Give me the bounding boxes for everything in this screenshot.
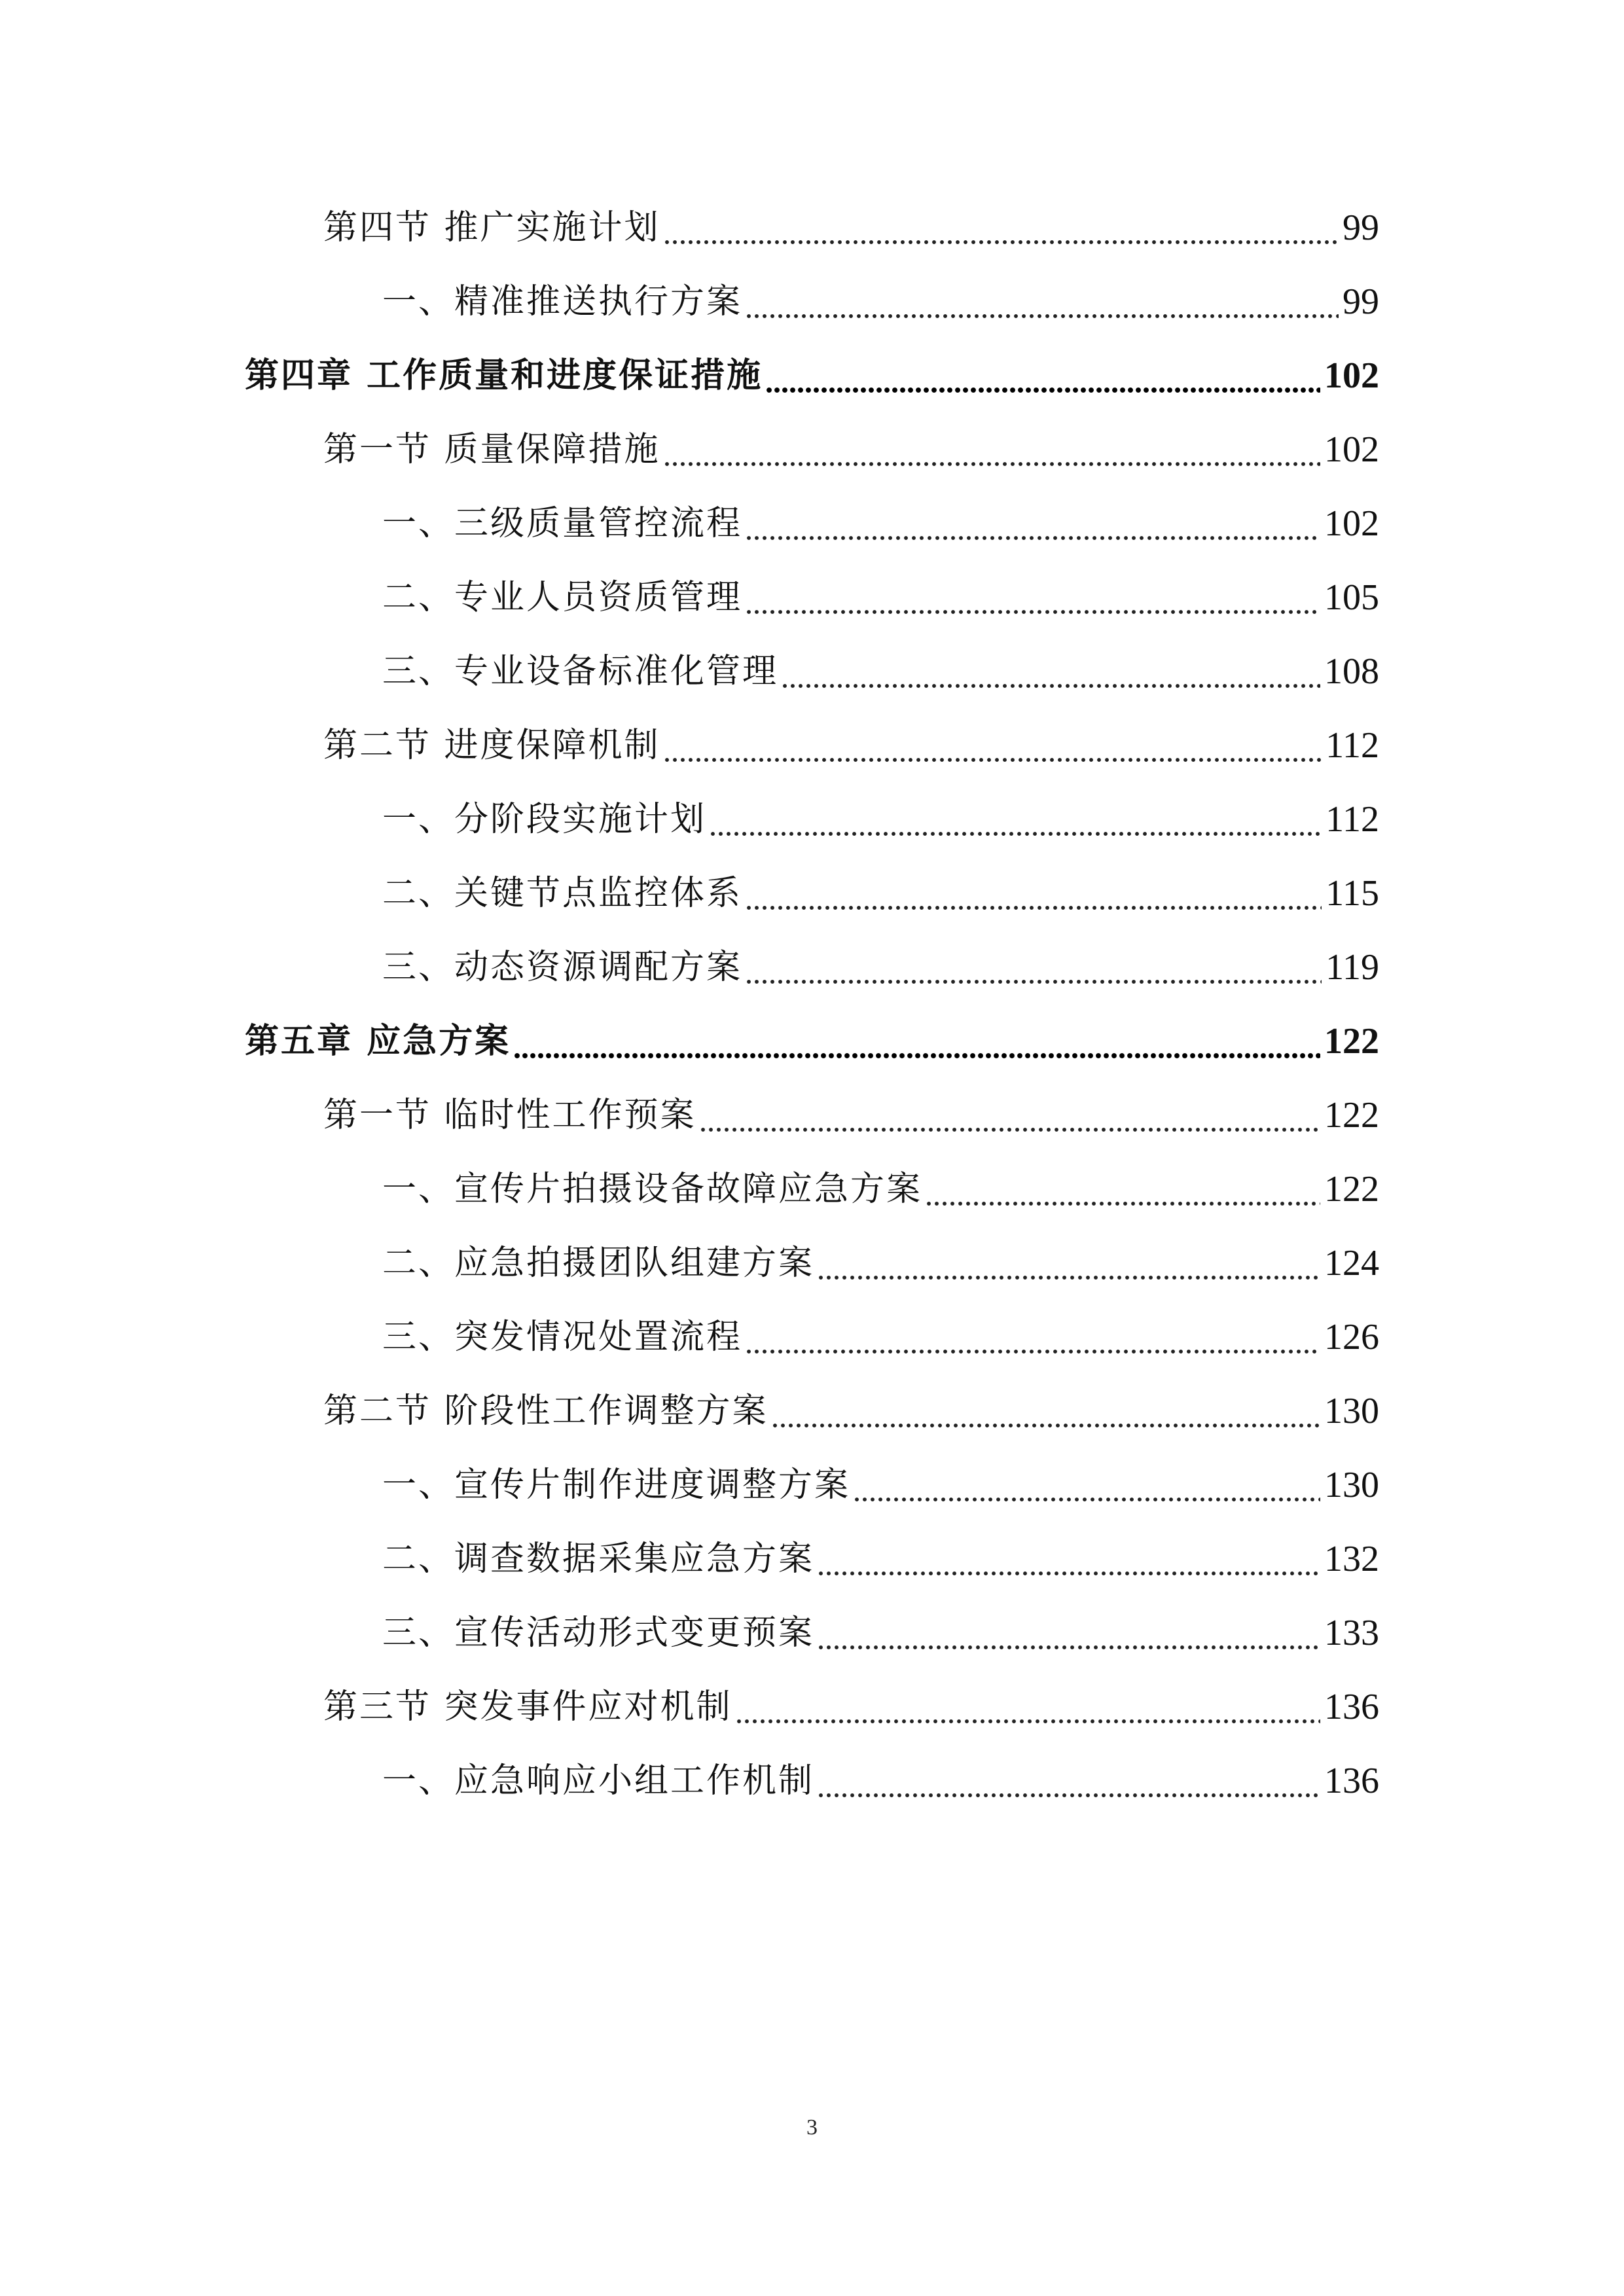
toc-leader-dots <box>817 1612 1320 1654</box>
toc-entry-page: 108 <box>1324 651 1379 692</box>
toc-entry-title: 第五章 应急方案 <box>245 1021 511 1061</box>
toc-entry[interactable] <box>382 1299 1379 1358</box>
toc-leader-dots <box>781 651 1320 692</box>
toc-entry-page: 132 <box>1324 1539 1379 1579</box>
toc-entry-page: 99 <box>1343 207 1379 248</box>
toc-leader-dots <box>853 1464 1320 1506</box>
toc-leader-dots <box>745 281 1339 323</box>
toc-leader-dots <box>745 1316 1320 1358</box>
toc-entry-page: 130 <box>1324 1465 1379 1505</box>
toc-entry[interactable] <box>323 412 1379 471</box>
toc-entry-page: 133 <box>1324 1613 1379 1653</box>
toc-entry-page: 124 <box>1324 1243 1379 1283</box>
toc-entry-title: 三、专业设备标准化管理 <box>382 652 779 691</box>
toc-leader-dots <box>513 1020 1320 1062</box>
toc-entry-title: 二、关键节点监控体系 <box>382 874 743 913</box>
toc-entry[interactable] <box>382 1521 1379 1580</box>
toc-entry[interactable] <box>382 1447 1379 1506</box>
toc-leader-dots <box>745 503 1320 545</box>
toc-entry[interactable] <box>382 264 1379 323</box>
toc-leader-dots <box>709 798 1322 840</box>
toc-entry[interactable] <box>382 1743 1379 1802</box>
toc-entry-title: 第四章 工作质量和进度保证措施 <box>245 355 763 395</box>
toc-entry-title: 二、调查数据采集应急方案 <box>382 1539 815 1579</box>
toc-entry-title: 三、宣传活动形式变更预案 <box>382 1613 815 1653</box>
toc-entry-page: 122 <box>1324 1095 1379 1136</box>
toc-entry-page: 119 <box>1326 947 1379 988</box>
toc-entry[interactable] <box>382 486 1379 545</box>
toc-entry[interactable] <box>382 781 1379 840</box>
toc-entry-page: 112 <box>1326 725 1379 766</box>
toc-entry-page: 102 <box>1324 429 1379 470</box>
toc-entry[interactable] <box>323 708 1379 766</box>
toc-entry-page: 122 <box>1324 1021 1379 1062</box>
toc-entry[interactable] <box>323 190 1379 249</box>
toc-leader-dots <box>745 946 1322 988</box>
toc-entry-page: 122 <box>1324 1169 1379 1210</box>
page-number: 3 <box>806 2115 818 2140</box>
toc-entry-title: 一、三级质量管控流程 <box>382 504 743 543</box>
toc-leader-dots <box>817 1242 1320 1284</box>
toc-entry[interactable] <box>382 560 1379 619</box>
toc-leader-dots <box>663 207 1339 249</box>
toc-leader-dots <box>765 355 1320 397</box>
toc-entry-page: 105 <box>1324 577 1379 618</box>
toc-entry-title: 第四节 推广实施计划 <box>323 208 660 247</box>
toc-entry[interactable] <box>323 1373 1379 1432</box>
toc-entry-title: 三、动态资源调配方案 <box>382 948 743 987</box>
toc-entry-title: 一、宣传片制作进度调整方案 <box>382 1465 851 1505</box>
toc-entry-title: 第二节 进度保障机制 <box>323 726 660 765</box>
toc-entry-chapter[interactable] <box>245 1003 1379 1062</box>
toc-entry[interactable] <box>382 634 1379 692</box>
toc-entry[interactable] <box>382 1151 1379 1210</box>
toc-leader-dots <box>735 1686 1320 1728</box>
toc-entry-page: 102 <box>1324 355 1379 396</box>
toc-entry-title: 二、应急拍摄团队组建方案 <box>382 1244 815 1283</box>
toc-entry-page: 126 <box>1324 1317 1379 1357</box>
toc-entry[interactable] <box>382 855 1379 914</box>
toc-entry-page: 136 <box>1324 1687 1379 1727</box>
toc-entry-page: 130 <box>1324 1391 1379 1431</box>
toc-leader-dots <box>925 1168 1320 1210</box>
toc-leader-dots <box>663 429 1320 471</box>
toc-entry[interactable] <box>382 1595 1379 1654</box>
toc-entry-title: 二、专业人员资质管理 <box>382 578 743 617</box>
toc-leader-dots <box>817 1538 1320 1580</box>
toc-leader-dots <box>817 1760 1320 1802</box>
toc-entry-page: 112 <box>1326 799 1379 840</box>
toc-entry-title: 一、宣传片拍摄设备故障应急方案 <box>382 1170 923 1209</box>
toc-entry-page: 102 <box>1324 503 1379 544</box>
toc-entry-title: 三、突发情况处置流程 <box>382 1318 743 1357</box>
toc-entry-chapter[interactable] <box>245 338 1379 397</box>
toc-entry-page: 99 <box>1343 281 1379 322</box>
toc-entry-page: 115 <box>1326 873 1379 914</box>
toc-entry-title: 一、应急响应小组工作机制 <box>382 1761 815 1801</box>
toc-entry[interactable] <box>382 929 1379 988</box>
toc-entry-title: 第一节 质量保障措施 <box>323 430 660 469</box>
toc-leader-dots <box>699 1094 1320 1136</box>
toc-entry-title: 第一节 临时性工作预案 <box>323 1096 696 1135</box>
toc-entry[interactable] <box>323 1669 1379 1728</box>
toc-leader-dots <box>745 577 1320 619</box>
toc-leader-dots <box>771 1390 1320 1432</box>
toc-entry-title: 第二节 阶段性工作调整方案 <box>323 1391 768 1431</box>
toc-entry-title: 一、精准推送执行方案 <box>382 282 743 321</box>
toc-leader-dots <box>663 725 1322 766</box>
toc-entry-page: 136 <box>1324 1761 1379 1801</box>
toc-entry[interactable] <box>323 1077 1379 1136</box>
toc-leader-dots <box>745 872 1322 914</box>
toc-entry-title: 一、分阶段实施计划 <box>382 800 707 839</box>
toc-entry[interactable] <box>382 1225 1379 1284</box>
toc-entry-title: 第三节 突发事件应对机制 <box>323 1687 732 1727</box>
